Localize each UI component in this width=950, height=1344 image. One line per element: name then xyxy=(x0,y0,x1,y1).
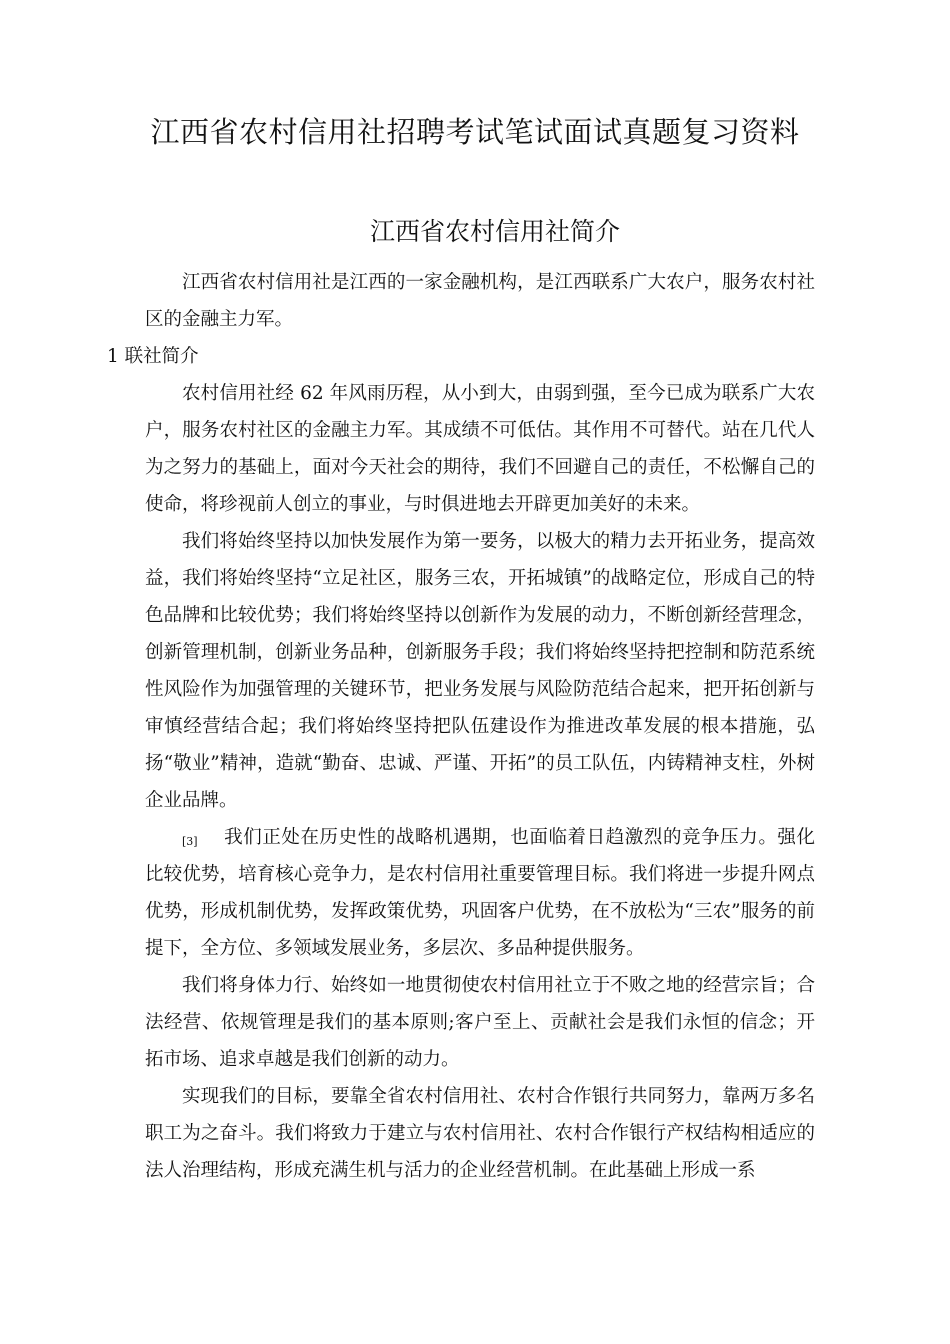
section-heading: 1 联社简介 xyxy=(107,346,199,367)
paragraph-3: 我们正处在历史性的战略机遇期，也面临着日趋激烈的竞争压力。强化比较优势，培育核心竞争力，是农村信用社重要管理目标。我们将进一步提升网点优势，形成机制优势，发挥政策优势，巩固客户优势，在不放松为“三农”服务的前提下，全方位、多领域发展业务，多层次、多品种提供服务。 xyxy=(145,827,815,959)
document-body xyxy=(107,264,815,1189)
document-title: 江西省农村信用社招聘考试笔试面试真题复习资料 xyxy=(150,115,800,149)
paragraph-2: 我们将始终坚持以加快发展作为第一要务，以极大的精力去开拓业务，提高效益，我们将始终坚持“立足社区，服务三农，开拓城镇”的战略定位，形成自己的特色品牌和比较优势；我们将始终坚持以创新作为发展的动力，不断创新经营理念，创新管理机制，创新业务品种，创新服务手段；我们将始终坚持把控制和防范系统性风险作为加强管理的关键环节，把业务发展与风险防范结合起来，把开拓创新与审慎经营结合起；我们将始终坚持把队伍建设作为推进改革发展的根本措施，弘扬“敬业”精神，造就“勤奋、忠诚、严谨、开拓”的员工队伍，内铸精神支柱，外树企业品牌。 xyxy=(145,531,815,811)
citation-marker: [3] xyxy=(182,835,198,848)
paragraph-5: 实现我们的目标，要靠全省农村信用社、农村合作银行共同努力，靠两万多名职工为之奋斗。我们将致力于建立与农村信用社、农村合作银行产权结构相适应的法人治理结构，形成充满生机与活力的企业经营机制。在此基础上形成一系 xyxy=(145,1086,815,1181)
paragraph-1: 农村信用社经 62 年风雨历程，从小到大，由弱到强，至今已成为联系广大农户，服务农村社区的金融主力军。其成绩不可低估。其作用不可替代。站在几代人为之努力的基础上，面对今天社会的期待，我们不回避自己的责任，不松懈自己的使命，将珍视前人创立的事业，与时俱进地去开辟更加美好的未来。 xyxy=(145,383,815,515)
paragraph-4: 我们将身体力行、始终如一地贯彻使农村信用社立于不败之地的经营宗旨；合法经营、依规管理是我们的基本原则;客户至上、贡献社会是我们永恒的信念；开拓市场、追求卓越是我们创新的动力。 xyxy=(145,975,815,1070)
section-title: 江西省农村信用社简介 xyxy=(369,217,620,246)
intro-paragraph: 江西省农村信用社是江西的一家金融机构，是江西联系广大农户，服务农村社区的金融主力军。 xyxy=(145,272,815,330)
paragraph-3-container xyxy=(145,819,815,967)
